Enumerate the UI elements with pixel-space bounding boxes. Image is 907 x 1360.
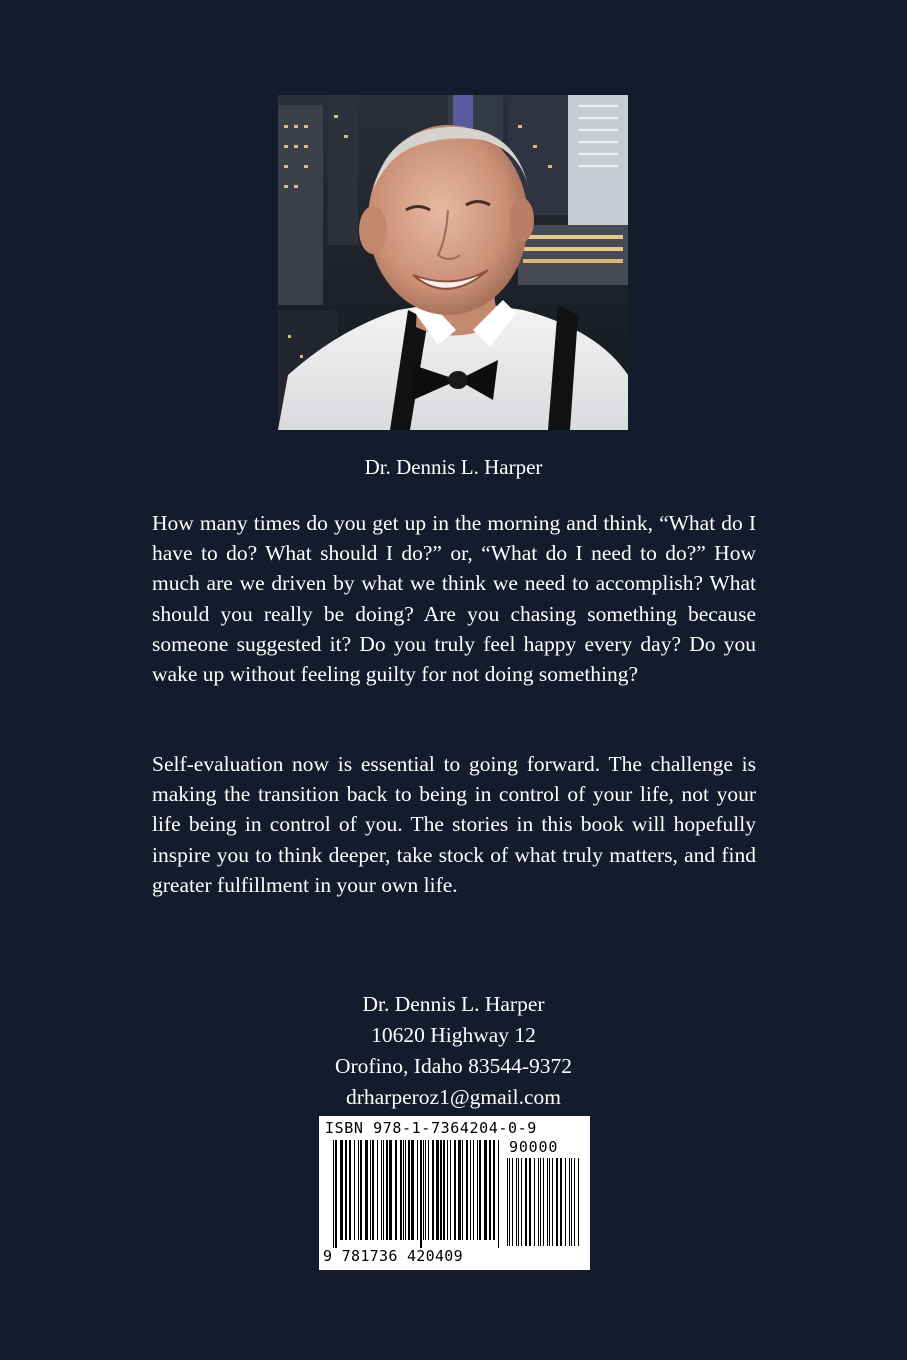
barcode-bar [569,1158,570,1246]
barcode-bar [428,1140,429,1240]
barcode-bar [498,1140,499,1248]
barcode-bar [479,1140,481,1240]
barcode-bar [395,1140,397,1240]
barcode-bar [489,1140,491,1240]
isbn-label: ISBN 978-1-7364204-0-9 [325,1119,537,1137]
contact-block [0,989,907,1113]
barcode-bar [386,1140,388,1240]
barcode-bar [400,1140,402,1240]
barcode-bar [571,1158,572,1246]
barcode-bar [340,1140,343,1240]
barcode-bar [411,1140,414,1240]
barcode-bar [543,1158,544,1246]
contact-city-state-zip: Orofino, Idaho 83544-9372 [334,1054,573,1078]
blurb-paragraph-1: How many times do you get up in the morning and think, “What do I have to do? What should I do?” or, “What do I need to do?” How much are we driven by what we think we need to accomplish? What should you really be doing? Are you chasing something because someone suggested it? Do you truly feel happy every day? Do you wake up without feeling guilty for not doing something? [152,511,756,687]
barcode-bar [405,1140,406,1240]
barcode-bar [425,1140,426,1240]
barcode-bar [443,1140,445,1240]
barcode-bar [403,1140,404,1240]
barcode-bar [525,1158,527,1246]
barcode-bar [389,1140,392,1240]
barcode-bar [560,1158,562,1246]
barcode-bar [420,1140,422,1248]
barcode-bar [547,1158,548,1246]
barcode-bar [477,1140,478,1240]
barcode-bar [370,1140,371,1240]
barcode-bar [538,1158,539,1246]
barcode-bar [450,1140,451,1240]
barcode-bar [521,1158,522,1246]
barcode-bar [512,1158,513,1246]
barcode-bar [574,1158,575,1246]
isbn-barcode [319,1116,590,1270]
barcode-bar [552,1158,553,1246]
barcode-bar [529,1158,531,1246]
barcode-bar [565,1158,566,1246]
barcode-bar [345,1140,347,1240]
contact-street: 10620 Highway 12 [371,1023,536,1047]
barcode-bar [432,1140,434,1240]
barcode-bar [556,1158,558,1246]
author-photo [278,95,628,430]
barcode-bar [335,1140,337,1248]
barcode-bar [365,1140,368,1240]
price-addon-label: 90000 [509,1138,559,1156]
barcode-bar [470,1140,471,1240]
barcode-bar [417,1140,418,1240]
barcode-bar [358,1140,359,1240]
ean-digits-label: 9 781736 420409 [323,1247,463,1265]
barcode-bar [383,1140,384,1240]
barcode-bar [381,1140,382,1240]
barcode-bar [507,1158,508,1246]
barcode-bar [447,1140,448,1240]
blurb-paragraph-2: Self-evaluation now is essential to going forward. The challenge is making the transition back to being in control of your life, not your life being in control of you. The stories in this book will hopefully inspire you to think deeper, take stock of what truly matters, and find greater fulfillment in your own life. [152,752,756,897]
barcode-bar [458,1140,461,1240]
addon-barcode-bars [507,1158,583,1246]
barcode-bar [440,1140,442,1240]
barcode-bar [354,1140,355,1240]
author-caption: Dr. Dennis L. Harper [364,455,543,479]
barcode-bar [549,1158,550,1246]
barcode-bar [516,1158,517,1246]
barcode-bar [534,1158,535,1246]
barcode-bar [493,1140,495,1240]
barcode-bar [360,1140,362,1240]
barcode-bar [540,1158,541,1246]
barcode-bar [454,1140,456,1240]
barcode-bar [466,1140,468,1240]
barcode-bar [423,1140,424,1240]
barcode-bar [518,1158,519,1246]
contact-name: Dr. Dennis L. Harper [362,992,545,1016]
barcode-bar [333,1140,334,1248]
barcode-bar [372,1140,374,1240]
barcode-bar [349,1140,351,1240]
barcode-bar [578,1158,579,1246]
barcode-bar [509,1158,510,1246]
author-portrait-image [278,95,628,430]
barcode-bar [484,1140,487,1240]
barcode-bar [462,1140,463,1240]
ean-barcode-bars [333,1140,503,1248]
barcode-bar [436,1140,439,1240]
barcode-bar [408,1140,410,1240]
barcode-bar [473,1140,474,1240]
barcode-bar [377,1140,378,1240]
contact-email: drharperoz1@gmail.com [345,1085,561,1109]
